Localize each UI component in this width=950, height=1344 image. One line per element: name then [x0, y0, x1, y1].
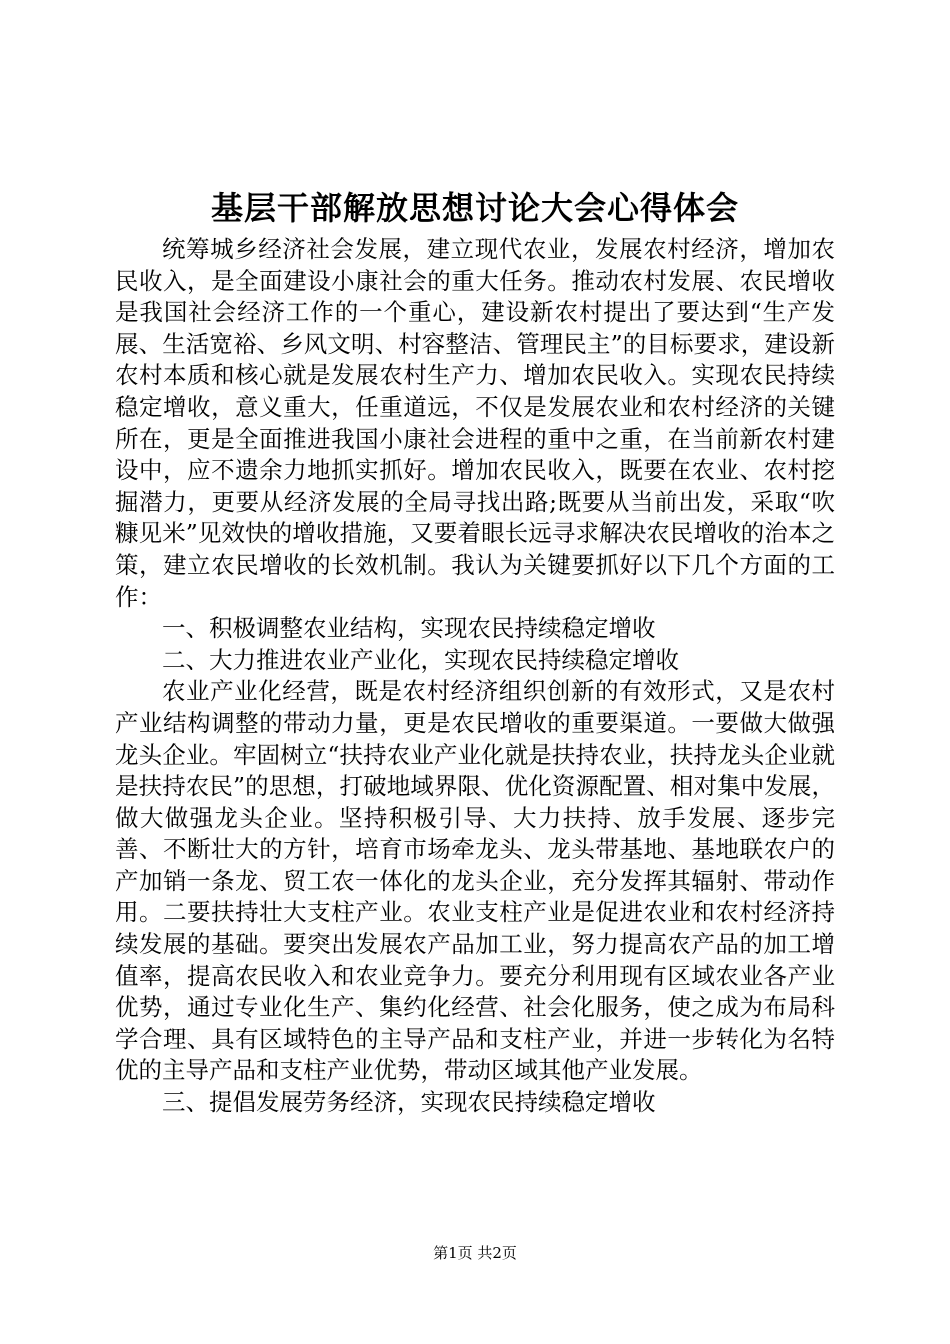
paragraph-intro: 统筹城乡经济社会发展，建立现代农业，发展农村经济，增加农民收入，是全面建设小康社会的重大任务。推动农村发展、农民增收是我国社会经济工作的一个重心，建设新农村提出了要达到“生产发展、生活宽裕、乡风文明、村容整洁、管理民主”的目标要求，建设新农村本质和核心就是发展农村生产力、增加农民收入。实现农民持续稳定增收，意义重大，任重道远，不仅是发展农业和农村经济的关键所在，更是全面推进我国小康社会进程的重中之重，在当前新农村建设中，应不遗余力地抓实抓好。增加农民收入，既要在农业、农村挖掘潜力，更要从经济发展的全局寻找出路;既要从当前出发，采取“吹糠见米”见效快的增收措施，又要着眼长远寻求解决农民增收的治本之策，建立农民增收的长效机制。我认为关键要抓好以下几个方面的工作：	[115, 235, 835, 611]
heading-section-3: 三、提倡发展劳务经济，实现农民持续稳定增收	[162, 1088, 656, 1117]
page-number-footer: 第1页 共2页	[433, 1244, 517, 1262]
heading-section-1: 一、积极调整农业结构，实现农民持续稳定增收	[162, 614, 656, 643]
heading-section-2: 二、大力推进农业产业化，实现农民持续稳定增收	[162, 645, 679, 674]
document-title: 基层干部解放思想讨论大会心得体会	[210, 189, 739, 227]
paragraph-section-2-body: 农业产业化经营，既是农村经济组织创新的有效形式，又是农村产业结构调整的带动力量，更是农民增收的重要渠道。一要做大做强龙头企业。牢固树立“扶持农业产业化就是扶持农业，扶持龙头企业就是扶持农民”的思想，打破地域界限、优化资源配置、相对集中发展，做大做强龙头企业。坚持积极引导、大力扶持、放手发展、逐步完善、不断壮大的方针，培育市场牵龙头、龙头带基地、基地联农户的产加销一条龙、贸工农一体化的龙头企业，充分发挥其辐射、带动作用。二要扶持壮大支柱产业。农业支柱产业是促进农业和农村经济持续发展的基础。要突出发展农产品加工业，努力提高农产品的加工增值率，提高农民收入和农业竞争力。要充分利用现有区域农业各产业优势，通过专业化生产、集约化经营、社会化服务，使之成为布局科学合理、具有区域特色的主导产品和支柱产业，并进一步转化为名特优的主导产品和支柱产业优势，带动区域其他产业发展。	[115, 677, 835, 1085]
document-body	[115, 234, 835, 1119]
